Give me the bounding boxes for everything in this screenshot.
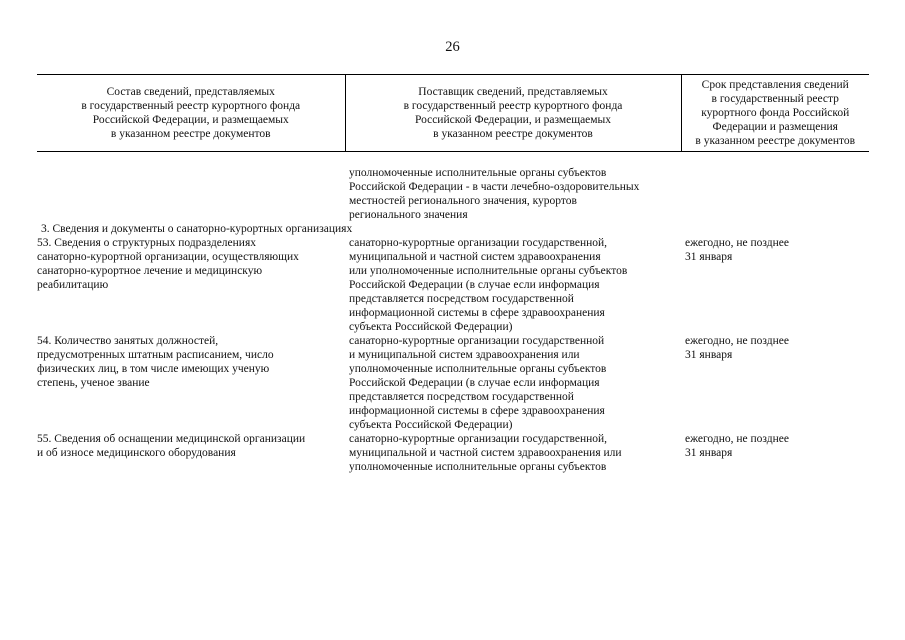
table-row bbox=[37, 334, 869, 432]
continuation-row bbox=[37, 166, 869, 222]
registry-table bbox=[37, 74, 869, 474]
continuation-supplier: уполномоченные исполнительные органы субъектов Российской Федерации - в части лечебно-оздоровительных местностей регионального значения, курортов регионального значения bbox=[349, 167, 640, 221]
row-deadline: ежегодно, не позднее 31 января bbox=[685, 433, 789, 459]
page-number: 26 bbox=[445, 39, 460, 55]
row-supplier: санаторно-курортные организации государственной и муниципальной систем здравоохранения или уполномоченные исполнительные органы субъектов Российской Федерации (в случае если информация представляется посредством государственной информационной системы в сфере здравоохранения субъекта Российской Федерации) bbox=[349, 335, 607, 431]
row-deadline: ежегодно, не позднее 31 января bbox=[685, 335, 789, 361]
table-row bbox=[37, 432, 869, 474]
row-content: 53. Сведения о структурных подразделениях санаторно-курортной организации, осуществляющих санаторно-курортное лечение и медицинскую реабилитацию bbox=[37, 237, 299, 291]
row-supplier: санаторно-курортные организации государственной, муниципальной и частной систем здравоохранения или уполномоченные исполнительные органы субъектов bbox=[349, 433, 622, 473]
row-supplier: санаторно-курортные организации государственной, муниципальной и частной систем здравоохранения или уполномоченные исполнительные органы субъектов Российской Федерации (в случае если информация представляется посредством государственной информационной системы в сфере здравоохранения субъекта Российской Федерации) bbox=[349, 237, 628, 333]
row-content: 55. Сведения об оснащении медицинской организации и об износе медицинского оборудования bbox=[37, 433, 306, 459]
row-content: 54. Количество занятых должностей, предусмотренных штатным расписанием, число физических лиц, в том числе имеющих ученую степень, ученое звание bbox=[37, 335, 274, 389]
section-row bbox=[37, 222, 869, 236]
table-header bbox=[37, 75, 869, 152]
section-title: 3. Сведения и документы о санаторно-курортных организациях bbox=[41, 223, 353, 235]
table-row bbox=[37, 236, 869, 334]
row-deadline: ежегодно, не позднее 31 января bbox=[685, 237, 789, 263]
header-deadline: Срок представления сведений в государственный реестр курортного фонда Российской Федерации и размещения в указанном реестре документов bbox=[681, 75, 869, 152]
header-content: Состав сведений, представляемых в государственный реестр курортного фонда Российской Федерации, и размещаемых в указанном реестре документов bbox=[37, 75, 345, 152]
header-supplier: Поставщик сведений, представляемых в государственный реестр курортного фонда Российской Федерации, и размещаемых в указанном реестре документов bbox=[345, 75, 681, 152]
